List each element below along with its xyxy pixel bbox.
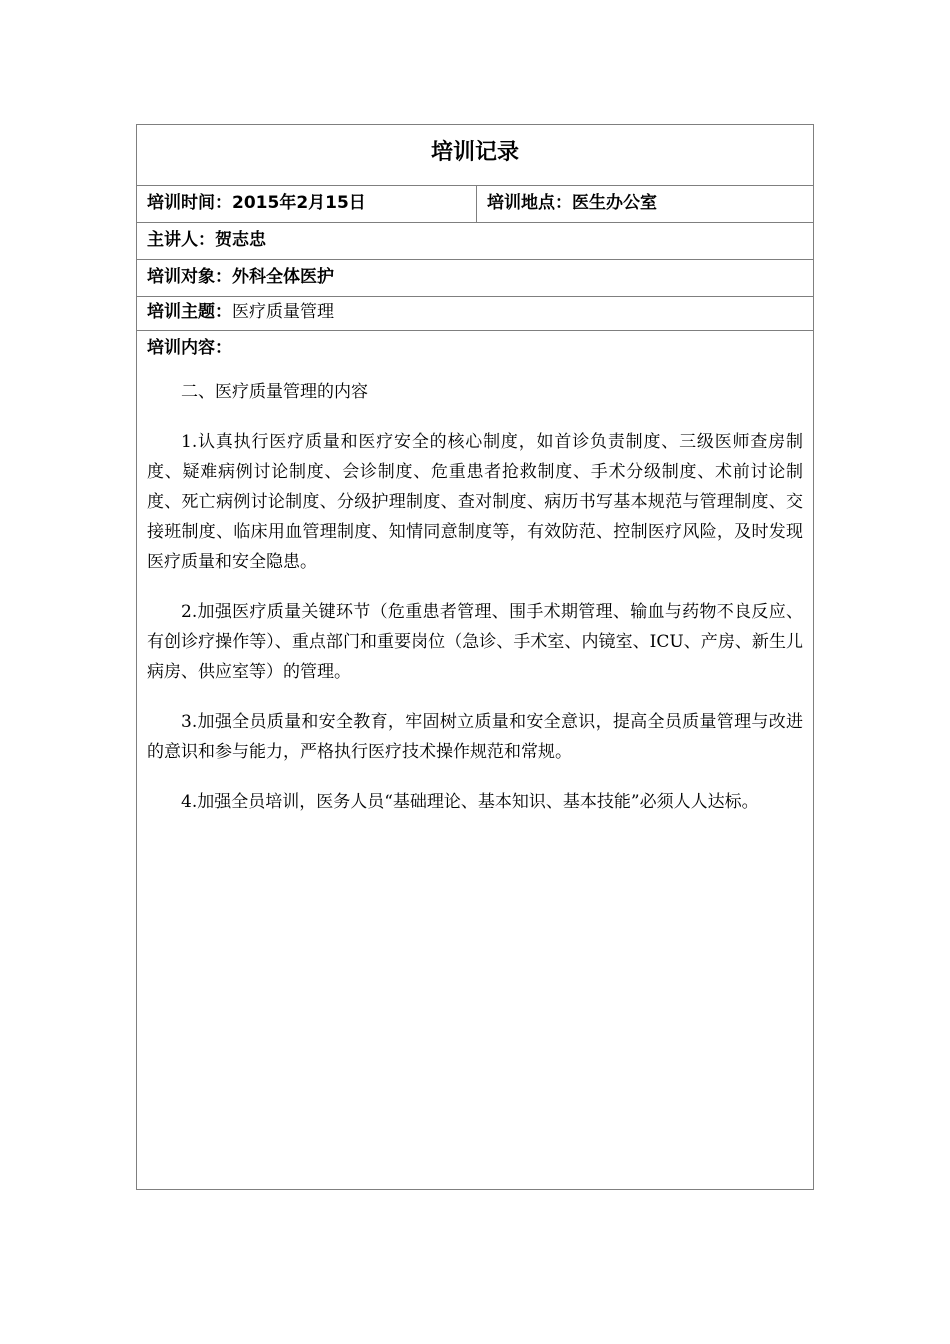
section-heading: 二、医疗质量管理的内容: [181, 382, 368, 402]
topic-label: 培训主题：: [147, 302, 232, 322]
training-time-value: 2015年2月15日: [232, 193, 366, 213]
content-item-3: 3.加强全员质量和安全教育，牢固树立质量和安全意识，提高全员质量管理与改进的意识和参与能力，严格执行医疗技术操作规范和常规。: [147, 712, 803, 762]
title-row: [137, 125, 813, 186]
content-item-4: 4.加强全员培训，医务人员“基础理论、基本知识、基本技能”必须人人达标。: [181, 792, 759, 812]
content-item-2: 2.加强医疗质量关键环节（危重患者管理、围手术期管理、输血与药物不良反应、有创诊疗操作等）、重点部门和重要岗位（急诊、手术室、内镜室、ICU、产房、新生儿病房、供应室等）的管理。: [147, 602, 803, 682]
speaker-value: 贺志忠: [215, 230, 266, 250]
training-location-value: 医生办公室: [572, 193, 657, 213]
training-location-cell: [477, 186, 813, 222]
training-record-table: [136, 124, 814, 1190]
target-label: 培训对象：: [147, 267, 232, 287]
training-time-cell: [137, 186, 477, 222]
training-time-label: 培训时间：: [147, 193, 232, 213]
document-title: 培训记录: [430, 140, 519, 165]
target-value: 外科全体医护: [232, 267, 334, 287]
training-location-label: 培训地点：: [487, 193, 572, 213]
target-row: [137, 260, 813, 297]
speaker-cell: [137, 223, 266, 259]
topic-cell: [137, 297, 334, 330]
topic-value: 医疗质量管理: [232, 302, 334, 322]
speaker-row: [137, 223, 813, 260]
content-item-1: 1.认真执行医疗质量和医疗安全的核心制度，如首诊负责制度、三级医师查房制度、疑难病例讨论制度、会诊制度、危重患者抢救制度、手术分级制度、术前讨论制度、死亡病例讨论制度、分级护理制度、查对制度、病历书写基本规范与管理制度、交接班制度、临床用血管理制度、知情同意制度等，有效防范、控制医疗风险，及时发现医疗质量和安全隐患。: [147, 432, 803, 572]
content-label: 培训内容：: [147, 338, 232, 358]
target-cell: [137, 260, 334, 296]
training-content-cell: [137, 331, 813, 1189]
topic-row: [137, 297, 813, 331]
speaker-label: 主讲人：: [147, 230, 215, 250]
time-location-row: [137, 186, 813, 223]
